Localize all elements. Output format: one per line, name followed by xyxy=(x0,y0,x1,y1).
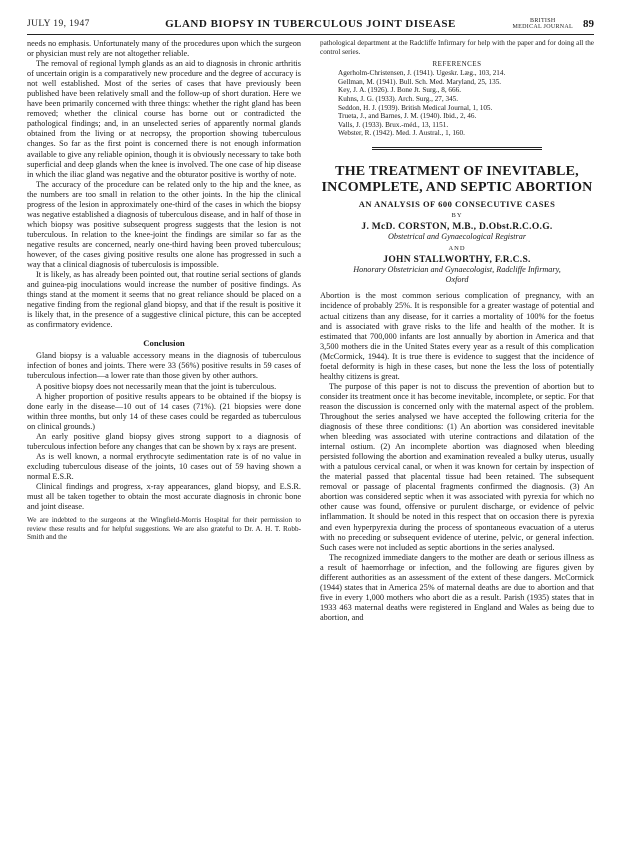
page-number: 89 xyxy=(583,18,594,30)
body-paragraph: The accuracy of the procedure can be related only to the hip and the knee, as the numbers are too small in relation to the other joints. In the hip the clinical progress of the lesion in approximately one-third of the cases in which the biopsy was negative established a diagnosis of tuberculous disease, and in half of those in which biopsy was positive subsequent progress suggests that the lesion is not tuberculous. In relation to the knee-joint the findings are similar so far as the negative results are concerned, nearly one-third having been proved tuberculous; however, of the cases giving positive results one alone has progressed in such a way that a clinical diagnosis of tuberculosis is impossible. xyxy=(27,179,301,270)
reference-item: Trueta, J., and Barnes, J. M. (1940). Ibid., 2, 46. xyxy=(338,112,477,121)
reference-item: Valls, J. (1933). Brux.-méd., 13, 1151. xyxy=(338,120,449,129)
journal-page-block xyxy=(494,18,594,31)
section-divider-rule xyxy=(372,147,542,151)
body-paragraph: needs no emphasis. Unfortunately many of the procedures upon which the surgeon or physician must rely are not altogether reliable. xyxy=(27,39,301,59)
byline-by: BY xyxy=(451,212,463,220)
reference-list xyxy=(320,69,594,138)
journal-name-line2: MEDICAL JOURNAL xyxy=(512,24,573,30)
conclusion-paragraph: Gland biopsy is a valuable accessory means in the diagnosis of tuberculous infection of bones and joints. There were 33 (56%) positive results in 59 cases of tuberculous infection—a lower rate than those given by other authors. xyxy=(27,351,301,381)
reference-item: Seddon, H. J. (1939). British Medical Journal, 1, 105. xyxy=(338,103,493,112)
references-heading: REFERENCES xyxy=(432,60,482,69)
right-column xyxy=(320,39,594,623)
body-paragraph: Abortion is the most common serious complication of pregnancy, with an incidence of probably 25%. It is responsible for a greater wastage of potential and actual citizens than any disease, for it carries a mortality of 100% for the foetus and is associated with grave risks to the life and health of the mother. It is estimated that 700,000 infants are lost annually by abortion in America and that 3,500 mothers die in the United States every year as a result of this complication (McCormick, 1944). It is true there is evidence to suggest that the incidence of foetal deformity is high in these cases, but none the less the loss of potentially healthy citizens is great. xyxy=(320,291,594,381)
acknowledgment-continued: pathological department at the Radcliffe Infirmary for help with the paper and for doing all the control series. xyxy=(320,39,594,56)
article-title xyxy=(320,164,594,196)
reference-item: Kuhns, J. G. (1933). Arch. Surg., 27, 345. xyxy=(338,94,459,103)
conclusion-paragraph: A positive biopsy does not necessarily mean that the joint is tuberculous. xyxy=(36,381,277,391)
article-title-line: THE TREATMENT OF INEVITABLE, xyxy=(335,164,579,180)
conclusion-paragraph: An early positive gland biopsy gives strong support to a diagnosis of tuberculous infection before any changes that can be shown by x rays are present. xyxy=(27,431,301,451)
article-title-line: INCOMPLETE, AND SEPTIC ABORTION xyxy=(321,180,593,196)
journal-name xyxy=(513,18,573,31)
affiliation-line: Honorary Obstetrician and Gynaecologist, Radcliffe Infirmary, xyxy=(353,265,561,275)
body-paragraph: The removal of regional lymph glands as an aid to diagnosis in chronic arthritis of uncertain origin is a comparatively new procedure and the degree of accuracy is not well established. Most of the series of cases that have previously been published have been relatively small and the follow-up of short duration. Here we have been primarily concerned with three things: whether the right gland has been removed; whether the clinical course has borne out or contradicted the pathological findings; and, in an unselected series of apparently normal glands obtained from the living or at necropsy, the proportion showing tuberculous changes. So far as the first point is concerned there is not enough information available to give any reliable opinion, though it is obviously necessary to take both superficial and deep glands when the knee is involved. The one case of hip disease in which the iliac gland was negative and the obturator positive is worthy of note. xyxy=(27,59,301,179)
reference-item: Key, J. A. (1926). J. Bone Jt. Surg., 8, 666. xyxy=(338,86,461,95)
two-column-body xyxy=(27,39,594,623)
reference-item: Agerholm-Christensen, J. (1941). Ugeskr. Læg., 103, 214. xyxy=(338,69,506,78)
body-paragraph: It is likely, as has already been pointed out, that routine serial sections of glands and guinea-pig inoculations would increase the number of positive findings. As things stand at the moment it seems that no great reliance should be placed on a negative finding from the regional gland biopsy, and that if the result is positive it is likely that, in the presence of a suggestive clinical picture, this can be accepted as confirmatory evidence. xyxy=(27,270,301,330)
article-subtitle: AN ANALYSIS OF 600 CONSECUTIVE CASES xyxy=(358,199,556,210)
body-paragraph: The recognized immediate dangers to the mother are death or serious illness as a result of haemorrhage or infection, and the following are figures given by different authorities as an assessment of the extent of these dangers. McCormick (1944) states that in America 25% of maternal deaths are due to abortion and that five in every 1,000 mothers who abort die as a result. Parish (1935) states that in 1933 463 maternal deaths were registered in England and Wales as being due to abortion, and xyxy=(320,552,594,622)
reference-item: Webster, R. (1942). Med. J. Austral., 1, 160. xyxy=(338,129,465,138)
issue-date: JULY 19, 1947 xyxy=(27,19,90,29)
left-column xyxy=(27,39,301,623)
author-affiliation xyxy=(320,265,594,285)
running-header xyxy=(27,14,594,35)
conclusion-paragraph: As is well known, a normal erythrocyte sedimentation rate is of no value in excluding tuberculous disease of the joints, 10 cases out of 59 having shown a normal E.S.R. xyxy=(27,451,301,481)
reference-item: Gellman, M. (1941). Bull. Sch. Med. Maryland, 25, 135. xyxy=(338,77,502,86)
conclusion-heading: Conclusion xyxy=(143,338,185,349)
author-name: JOHN STALLWORTHY, F.R.C.S. xyxy=(383,255,531,266)
conclusion-paragraph: Clinical findings and progress, x-ray appearances, gland biopsy, and E.S.R. must all be taken together to obtain the most accurate diagnosis in chronic bone and joint disease. xyxy=(27,481,301,512)
conclusion-paragraph: A higher proportion of positive results appears to be obtained if the biopsy is done early in the disease—10 out of 14 cases (71%). (21 biopsies were done within three months, but only 14 of these cases could be regarded as tuberculous on clinical grounds.) xyxy=(27,391,301,431)
affiliation-line: Oxford xyxy=(445,275,469,285)
journal-name-line1: BRITISH xyxy=(530,17,556,24)
body-paragraph: The purpose of this paper is not to discuss the prevention of abortion but to consider its treatment once it has become inevitable, incomplete, or septic. For that reason the discussion is concerned only with the maternal aspect of the problem. Throughout the series analysed we have accepted the following criteria for the diagnosis of these three conditions: (1) An abortion was considered inevitable when bleeding was associated with uterine contractions and dilatation of the internal ostium. (2) An incomplete abortion was diagnosed when bleeding persisted following the abortion and examination revealed a bulky uterus, usually with a patulous cervical canal, or when it was known for certain by inspection of the material passed that placental tissue had been retained. The subsequent removal or passage of placental fragments confirmed the diagnosis. (3) An abortion was considered septic when it was associated with pyrexia for which no other cause was found, offensive or purulent discharge, or evidence of pelvic inflammation. It should be noted in this respect that on occasion there is pyrexia and even hyperpyrexia during the process of spontaneous evacuation of a uterus with no preceding or subsequent evidence of uterine, pelvic, or general infection. Such cases were not included as septic abortions in the series analysed. xyxy=(320,381,594,552)
acknowledgment: We are indebted to the surgeons at the Wingfield-Morris Hospital for their permission to review these results and for helpful suggestions. We are also grateful to Dr. A. H. T. Robb-Smith and the xyxy=(27,516,301,542)
author-affiliation: Obstetrical and Gynaecological Registrar xyxy=(387,232,527,242)
author-name: J. McD. CORSTON, M.B., D.Obst.R.C.O.G. xyxy=(361,222,553,233)
running-title: GLAND BIOPSY IN TUBERCULOUS JOINT DISEASE xyxy=(165,18,456,30)
byline-and: AND xyxy=(448,245,466,253)
